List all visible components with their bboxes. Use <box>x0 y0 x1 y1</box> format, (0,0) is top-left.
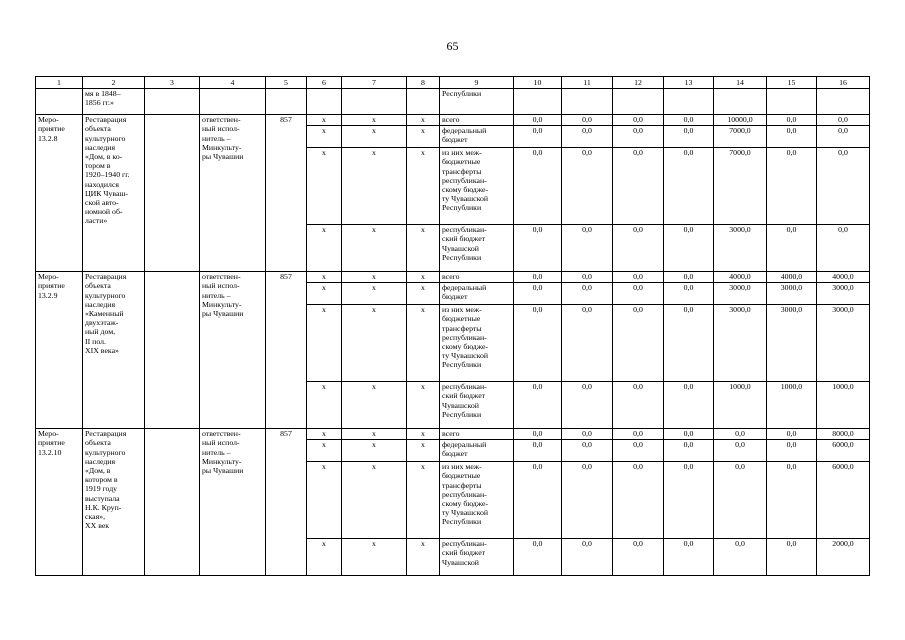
value-cell: 0,0 <box>562 440 613 462</box>
x-cell: х <box>307 272 342 283</box>
value-cell: 0,0 <box>767 115 817 126</box>
value-cell: 0,0 <box>514 126 562 148</box>
value-cell: 0,0 <box>613 305 664 382</box>
value-cell: 0,0 <box>664 126 714 148</box>
value-cell: 0,0 <box>613 272 664 283</box>
x-cell: х <box>342 539 407 576</box>
value-cell: 0,0 <box>514 440 562 462</box>
source-cell: федеральный бюджет <box>440 126 514 148</box>
table-row <box>36 429 870 440</box>
table-body <box>36 77 870 576</box>
x-cell: х <box>307 148 342 225</box>
x-cell: х <box>342 283 407 305</box>
x-cell: х <box>407 272 440 283</box>
header-cell: 16 <box>817 77 870 89</box>
value-cell: 3000,0 <box>714 283 767 305</box>
value-cell: 3000,0 <box>767 305 817 382</box>
value-cell: 0,0 <box>613 148 664 225</box>
x-cell: х <box>407 225 440 272</box>
header-cell: 14 <box>714 77 767 89</box>
object-cell: Реставрация объекта культурного наследия «Дом, в ко- тором в 1920–1940 гг. находился ЦИК Чуваш- ской авто- номной об- ласти» <box>83 115 145 272</box>
object-cell: Реставрация объекта культурного наследия «Дом, в котором в 1919 году выступала Н.К. Круп- ская», XX век <box>83 429 145 576</box>
value-cell: 0,0 <box>767 440 817 462</box>
value-cell: 0,0 <box>664 272 714 283</box>
x-cell: х <box>307 283 342 305</box>
x-cell: х <box>342 148 407 225</box>
value-cell: 0,0 <box>562 126 613 148</box>
value-cell: 0,0 <box>562 272 613 283</box>
x-cell: х <box>342 382 407 429</box>
executor-cell: ответствен- ный испол- нитель – Минкульту- ры Чувашии <box>200 429 266 576</box>
header-cell: 12 <box>613 77 664 89</box>
value-cell: 0,0 <box>514 283 562 305</box>
executor-cell: ответствен- ный испол- нитель – Минкульту- ры Чувашии <box>200 115 266 272</box>
header-cell: 9 <box>440 77 514 89</box>
value-cell: 0,0 <box>767 429 817 440</box>
x-cell: х <box>407 126 440 148</box>
value-cell: 0,0 <box>714 429 767 440</box>
header-cell: 11 <box>562 77 613 89</box>
header-cell: 1 <box>36 77 83 89</box>
source-cell: из них меж- бюджетные трансферты республикан- скому бюдже- ту Чувашской Республики <box>440 305 514 382</box>
table-row <box>36 272 870 283</box>
x-cell: х <box>342 225 407 272</box>
value-cell: 0,0 <box>664 305 714 382</box>
x-cell: х <box>407 440 440 462</box>
object-cell: Реставрация объекта культурного наследия «Каменный двухэтаж- ный дом, II пол. XIX века» <box>83 272 145 429</box>
value-cell: 4000,0 <box>714 272 767 283</box>
value-cell: 0,0 <box>664 462 714 539</box>
empty-cell <box>145 272 200 429</box>
value-cell: 1000,0 <box>767 382 817 429</box>
x-cell: х <box>342 272 407 283</box>
code-cell: 857 <box>266 429 307 576</box>
value-cell: 0,0 <box>613 462 664 539</box>
value-cell: 6000,0 <box>817 462 870 539</box>
x-cell: х <box>407 429 440 440</box>
x-cell: х <box>407 115 440 126</box>
value-cell: 0,0 <box>817 148 870 225</box>
header-cell: 2 <box>83 77 145 89</box>
value-cell: 0,0 <box>817 225 870 272</box>
header-cell: 6 <box>307 77 342 89</box>
value-cell: 0,0 <box>514 539 562 576</box>
value-cell: 0,0 <box>514 115 562 126</box>
value-cell: 0,0 <box>767 225 817 272</box>
value-cell: 0,0 <box>767 126 817 148</box>
value-cell: 0,0 <box>664 429 714 440</box>
value-cell: 0,0 <box>514 305 562 382</box>
source-cell: из них меж- бюджетные трансферты республикан- скому бюдже- ту Чувашской Республики <box>440 148 514 225</box>
value-cell: 0,0 <box>613 115 664 126</box>
value-cell: 0,0 <box>562 539 613 576</box>
x-cell: х <box>307 305 342 382</box>
source-cell: всего <box>440 115 514 126</box>
budget-table <box>35 76 870 576</box>
value-cell: 0,0 <box>514 382 562 429</box>
header-cell: 15 <box>767 77 817 89</box>
value-cell: 0,0 <box>664 283 714 305</box>
value-cell: 0,0 <box>664 148 714 225</box>
x-cell: х <box>407 382 440 429</box>
value-cell: 0,0 <box>613 539 664 576</box>
value-cell: 0,0 <box>562 382 613 429</box>
x-cell: х <box>307 225 342 272</box>
x-cell: х <box>307 126 342 148</box>
x-cell: х <box>307 429 342 440</box>
header-cell: 5 <box>266 77 307 89</box>
event-cell: Меро- приятие 13.2.8 <box>36 115 83 272</box>
source-cell: федеральный бюджет <box>440 283 514 305</box>
value-cell: 0,0 <box>562 115 613 126</box>
value-cell: 0,0 <box>613 382 664 429</box>
value-cell: 2000,0 <box>817 539 870 576</box>
value-cell: 10000,0 <box>714 115 767 126</box>
value-cell: 0,0 <box>562 225 613 272</box>
value-cell: 0,0 <box>613 126 664 148</box>
x-cell: х <box>307 462 342 539</box>
value-cell: 8000,0 <box>817 429 870 440</box>
x-cell: х <box>407 148 440 225</box>
x-cell: х <box>307 539 342 576</box>
value-cell: 0,0 <box>562 148 613 225</box>
x-cell: х <box>342 462 407 539</box>
value-cell: 7000,0 <box>714 148 767 225</box>
header-cell: 7 <box>342 77 407 89</box>
value-cell: 4000,0 <box>767 272 817 283</box>
value-cell: 3000,0 <box>714 225 767 272</box>
source-cell: республикан- ский бюджет Чувашской Республики <box>440 225 514 272</box>
value-cell: 0,0 <box>613 225 664 272</box>
source-cell: республикан- ский бюджет Чувашской <box>440 539 514 576</box>
value-cell: 3000,0 <box>714 305 767 382</box>
header-cell: 8 <box>407 77 440 89</box>
header-cell: 13 <box>664 77 714 89</box>
value-cell: 0,0 <box>664 539 714 576</box>
value-cell: 3000,0 <box>817 305 870 382</box>
value-cell: 0,0 <box>514 272 562 283</box>
value-cell: 3000,0 <box>767 283 817 305</box>
value-cell: 0,0 <box>613 429 664 440</box>
empty-cell <box>145 429 200 576</box>
value-cell: 0,0 <box>562 305 613 382</box>
source-cell: федеральный бюджет <box>440 440 514 462</box>
x-cell: х <box>342 115 407 126</box>
value-cell: 0,0 <box>817 115 870 126</box>
value-cell: 4000,0 <box>817 272 870 283</box>
table-row <box>36 115 870 126</box>
x-cell: х <box>407 539 440 576</box>
value-cell: 0,0 <box>514 462 562 539</box>
value-cell: 0,0 <box>664 225 714 272</box>
value-cell: 0,0 <box>714 440 767 462</box>
value-cell: 0,0 <box>664 440 714 462</box>
value-cell: 0,0 <box>562 462 613 539</box>
value-cell: 0,0 <box>714 462 767 539</box>
value-cell: 0,0 <box>613 440 664 462</box>
value-cell: 1000,0 <box>817 382 870 429</box>
value-cell: 1000,0 <box>714 382 767 429</box>
x-cell: х <box>307 440 342 462</box>
source-cell: республикан- ский бюджет Чувашской Республики <box>440 382 514 429</box>
header-cell: 4 <box>200 77 266 89</box>
value-cell: 3000,0 <box>817 283 870 305</box>
value-cell: 7000,0 <box>714 126 767 148</box>
source-cell: из них меж- бюджетные трансферты республикан- скому бюдже- ту Чувашской Республики <box>440 462 514 539</box>
empty-cell <box>145 115 200 272</box>
x-cell: х <box>342 126 407 148</box>
value-cell: 0,0 <box>514 225 562 272</box>
x-cell: х <box>342 440 407 462</box>
header-cell: 10 <box>514 77 562 89</box>
source-cell: всего <box>440 429 514 440</box>
x-cell: х <box>307 382 342 429</box>
value-cell: 0,0 <box>514 429 562 440</box>
value-cell: 6000,0 <box>817 440 870 462</box>
x-cell: х <box>307 115 342 126</box>
source-cell: всего <box>440 272 514 283</box>
page-number: 65 <box>446 39 459 53</box>
x-cell: х <box>342 429 407 440</box>
value-cell: 0,0 <box>562 429 613 440</box>
continuation-object-cell: мя в 1848– 1856 гг.» <box>83 89 145 115</box>
x-cell: х <box>407 305 440 382</box>
header-row <box>36 77 870 89</box>
executor-cell: ответствен- ный испол- нитель – Минкульту- ры Чувашии <box>200 272 266 429</box>
continuation-row <box>36 89 870 115</box>
x-cell: х <box>407 283 440 305</box>
code-cell: 857 <box>266 272 307 429</box>
header-cell: 3 <box>145 77 200 89</box>
value-cell: 0,0 <box>767 148 817 225</box>
value-cell: 0,0 <box>664 115 714 126</box>
value-cell: 0,0 <box>514 148 562 225</box>
value-cell: 0,0 <box>767 462 817 539</box>
code-cell: 857 <box>266 115 307 272</box>
x-cell: х <box>342 305 407 382</box>
value-cell: 0,0 <box>562 283 613 305</box>
continuation-source-cell: Республики <box>440 89 514 115</box>
value-cell: 0,0 <box>714 539 767 576</box>
value-cell: 0,0 <box>664 382 714 429</box>
x-cell: х <box>407 462 440 539</box>
value-cell: 0,0 <box>817 126 870 148</box>
value-cell: 0,0 <box>613 283 664 305</box>
value-cell: 0,0 <box>767 539 817 576</box>
event-cell: Меро- приятие 13.2.9 <box>36 272 83 429</box>
event-cell: Меро- приятие 13.2.10 <box>36 429 83 576</box>
